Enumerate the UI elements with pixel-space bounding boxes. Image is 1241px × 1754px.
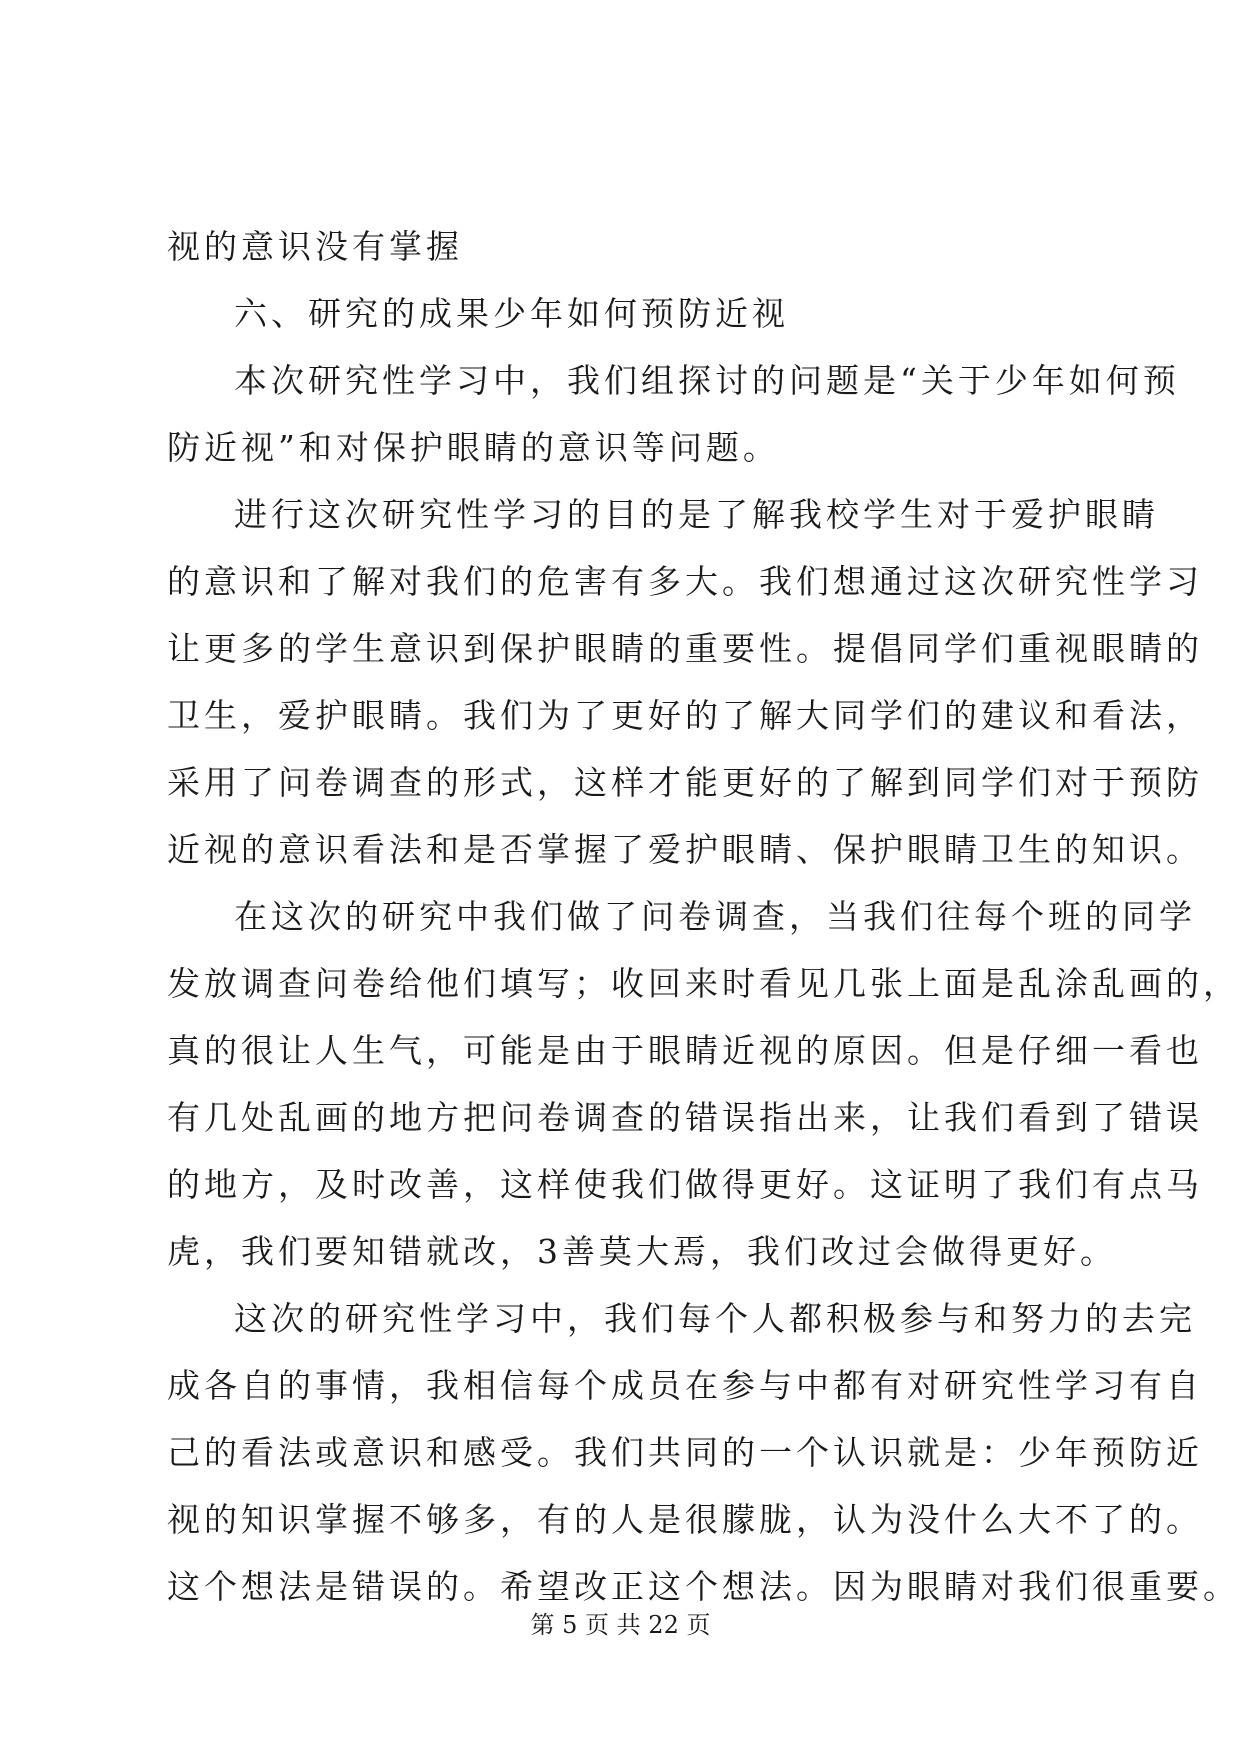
- text-line: 虎，我们要知错就改，3善莫大焉，我们改过会做得更好。: [167, 1232, 1117, 1271]
- text-line: 近视的意识看法和是否掌握了爱护眼睛、保护眼睛卫生的知识。: [167, 830, 1203, 869]
- text-line: 采用了问卷调查的形式，这样才能更好的了解到同学们对于预防: [167, 763, 1203, 802]
- text-line: 真的很让人生气，可能是由于眼睛近视的原因。但是仔细一看也: [167, 1031, 1203, 1070]
- text-line: 卫生，爱护眼睛。我们为了更好的了解大同学们的建议和看法，: [167, 696, 1203, 735]
- text-line: 进行这次研究性学习的目的是了解我校学生对于爱护眼睛: [234, 495, 1159, 534]
- text-line: 这个想法是错误的。希望改正这个想法。因为眼睛对我们很重要。: [167, 1567, 1240, 1606]
- text-line: 成各自的事情，我相信每个成员在参与中都有对研究性学习有自: [167, 1366, 1203, 1405]
- text-line: 视的知识掌握不够多，有的人是很朦胧，认为没什么大不了的。: [167, 1500, 1203, 1539]
- text-line: 有几处乱画的地方把问卷调查的错误指出来，让我们看到了错误: [167, 1098, 1203, 1137]
- page-number: 第 5 页 共 22 页: [530, 1611, 711, 1639]
- text-line: 这次的研究性学习中，我们每个人都积极参与和努力的去完: [234, 1299, 1196, 1338]
- text-line: 视的意识没有掌握: [167, 227, 463, 266]
- text-line: 己的看法或意识和感受。我们共同的一个认识就是：少年预防近: [167, 1433, 1203, 1472]
- text-line: 发放调查问卷给他们填写；收回来时看见几张上面是乱涂乱画的，: [167, 964, 1240, 1003]
- text-line: 的地方，及时改善，这样使我们做得更好。这证明了我们有点马: [167, 1165, 1203, 1204]
- text-line: 防近视”和对保护眼睛的意识等问题。: [167, 428, 780, 467]
- text-line: 的意识和了解对我们的危害有多大。我们想通过这次研究性学习: [167, 562, 1203, 601]
- section-heading: 六、研究的成果少年如何预防近视: [234, 294, 789, 333]
- text-line: 让更多的学生意识到保护眼睛的重要性。提倡同学们重视眼睛的: [167, 629, 1203, 668]
- text-line: 在这次的研究中我们做了问卷调查，当我们往每个班的同学: [234, 897, 1196, 936]
- text-line: 本次研究性学习中，我们组探讨的问题是“关于少年如何预: [234, 361, 1180, 400]
